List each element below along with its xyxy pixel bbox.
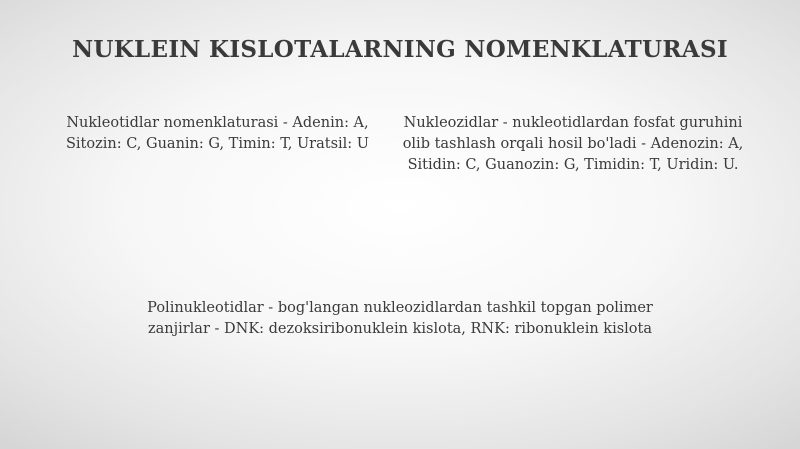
nucleosides-text: Nukleozidlar - nukleotidlardan fosfat guruhini olib tashlash orqali hosil bo'ladi - Adenozin: A, Sitidin: C, Guanozin: G, Timidin: T, Uridin: U. xyxy=(402,115,744,173)
slide-title: NUKLEIN KISLOTALARNING NOMENKLATURASI xyxy=(72,36,728,63)
polynucleotides-text: Polinukleotidlar - bog'langan nukleozidlardan tashkil topgan polimer zanjirlar - DNK: dezoksiribonuklein kislota, RNK: ribonuklein kislota xyxy=(147,300,653,337)
nucleotides-text: Nukleotidlar nomenklaturasi - Adenin: A, Sitozin: C, Guanin: G, Timin: T, Uratsil: U xyxy=(65,115,370,152)
